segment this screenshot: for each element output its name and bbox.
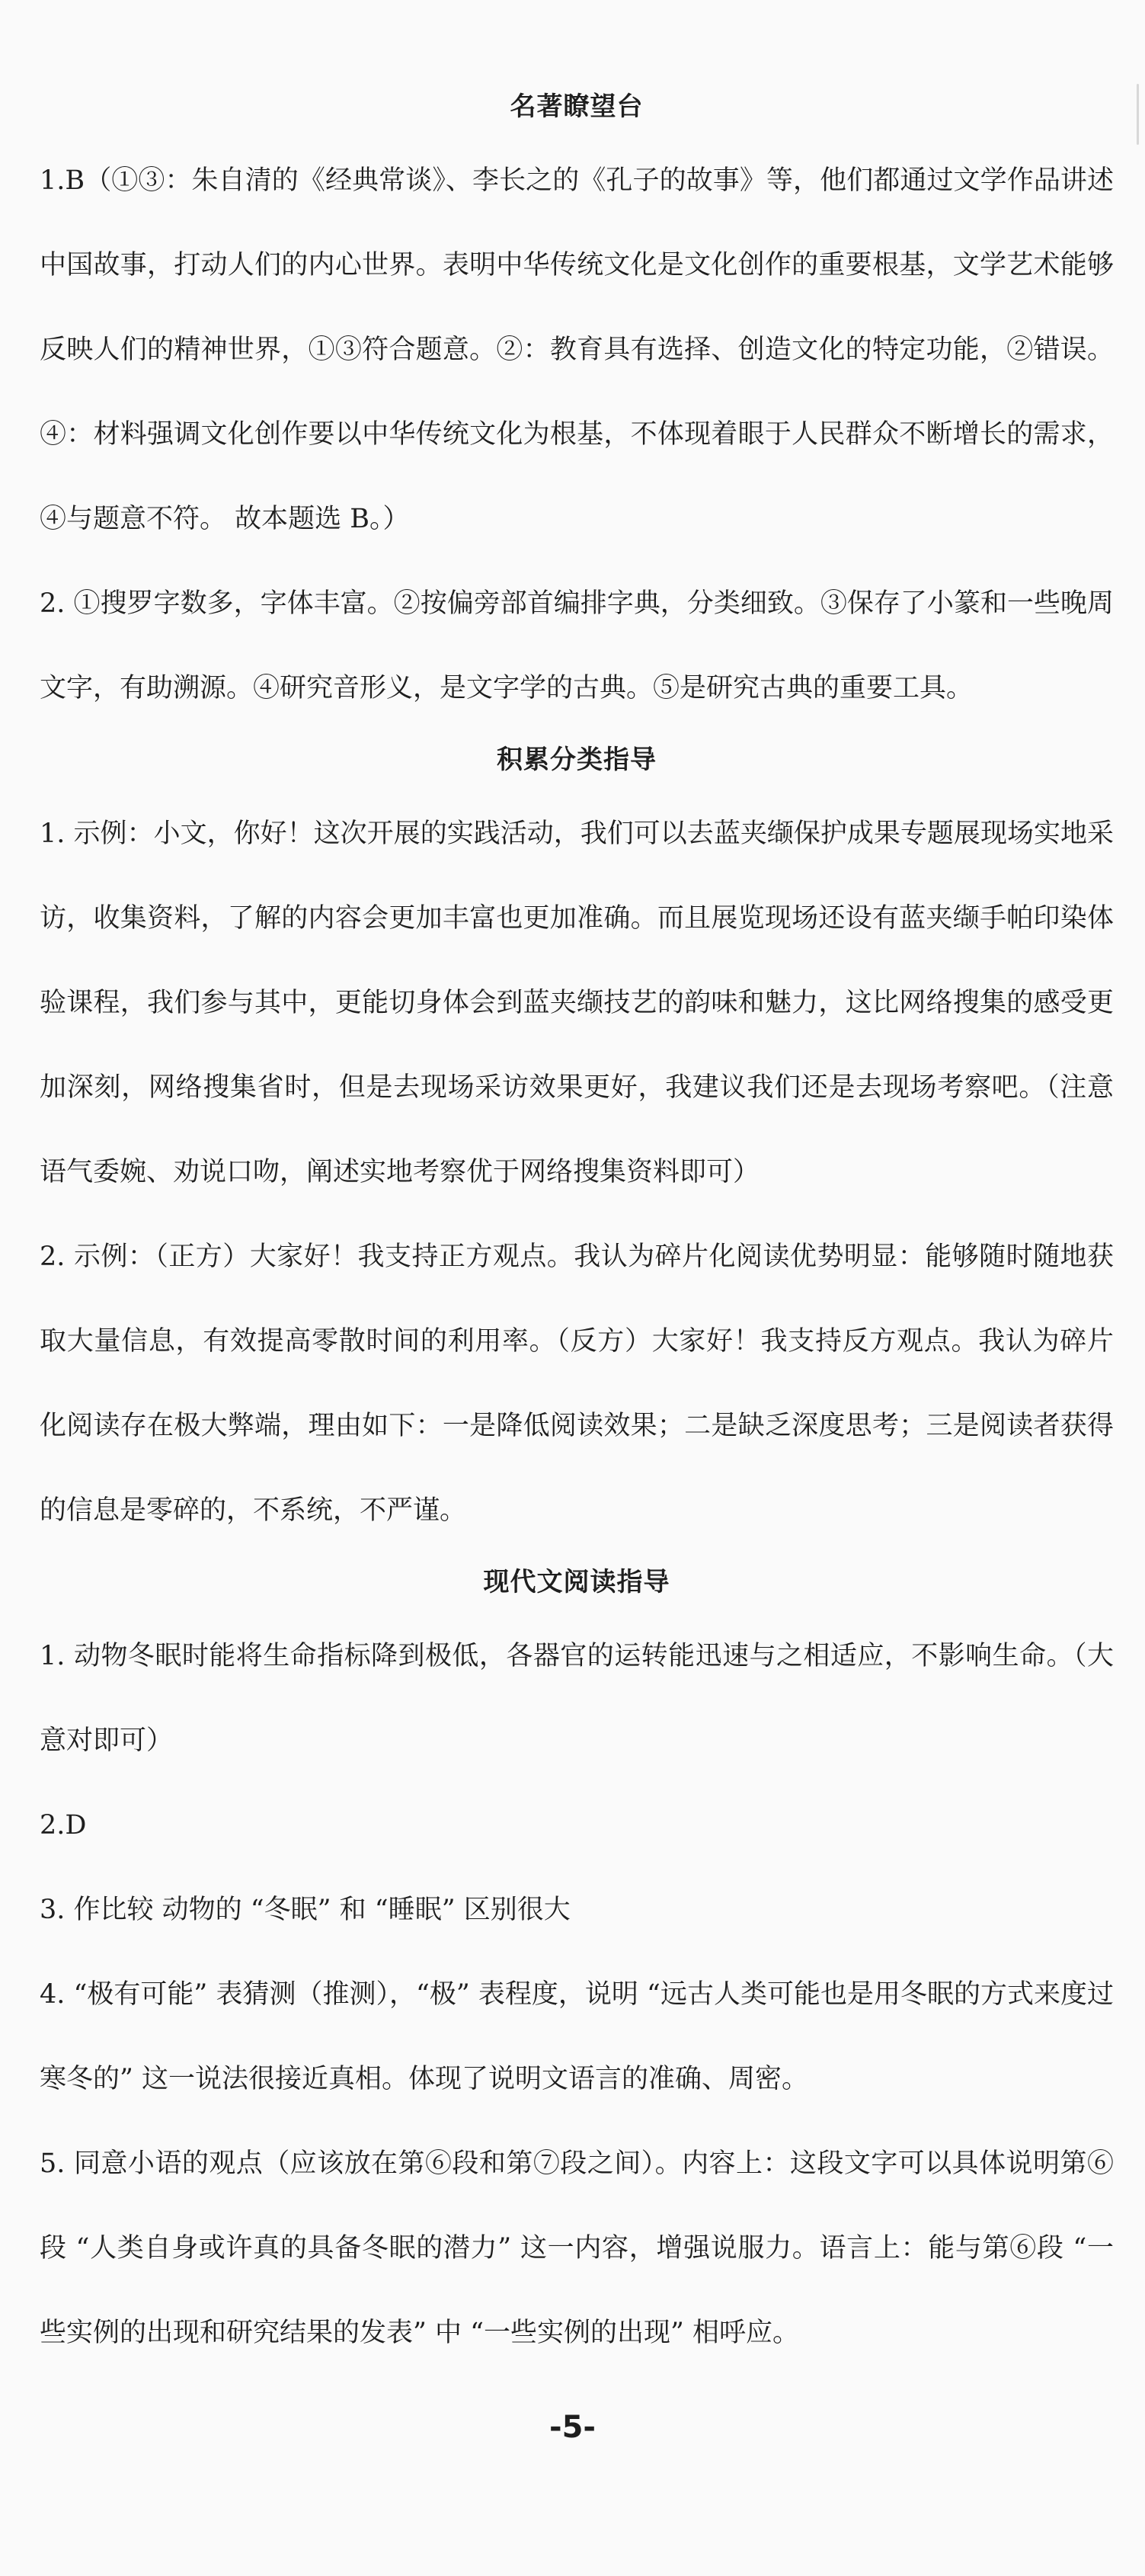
paragraph: 2. 示例：（正方）大家好！我支持正方观点。我认为碎片化阅读优势明显：能够随时随地获取大量信息，有效提高零散时间的利用率。（反方）大家好！我支持反方观点。我认为碎片化阅读存在极大弊端，理由如下：一是降低阅读效果；二是缺乏深度思考；三是阅读者获得的信息是零碎的，不系统，不严谨。	[40, 1242, 1114, 1526]
section-classics	[40, 84, 1114, 731]
page-edge-mark	[1137, 84, 1139, 145]
section-title-classics: 名著瞭望台	[510, 91, 644, 122]
paragraph: 2.D	[40, 1810, 87, 1841]
section-modern-reading	[40, 1559, 1114, 2376]
document-body	[40, 84, 1114, 2376]
paragraph: 5. 同意小语的观点（应该放在第⑥段和第⑦段之间）。内容上：这段文字可以具体说明第⑥段 “人类自身或许真的具备冬眠的潜力” 这一内容，增强说服力。语言上：能与第⑥段 “一些实例的出现和研究结果的发表” 中 “一些实例的出现” 相呼应。	[40, 2148, 1114, 2348]
paragraph: 3. 作比较 动物的 “冬眠” 和 “睡眠” 区别很大	[40, 1895, 571, 1925]
section-title-accumulation: 积累分类指导	[497, 745, 657, 775]
paragraph: 1.B（①③：朱自清的《经典常谈》、李长之的《孔子的故事》等，他们都通过文学作品讲述中国故事，打动人们的内心世界。表明中华传统文化是文化创作的重要根基，文学艺术能够反映人们的精神世界，①③符合题意。②：教育具有选择、创造文化的特定功能，②错误。④：材料强调文化创作要以中华传统文化为根基，不体现着眼于人民群众不断增长的需求，④与题意不符。 故本题选 B。）	[40, 165, 1114, 534]
section-accumulation	[40, 737, 1114, 1553]
paragraph: 1. 示例：小文，你好！这次开展的实践活动，我们可以去蓝夹缬保护成果专题展现场实地采访，收集资料，了解的内容会更加丰富也更加准确。而且展览现场还设有蓝夹缬手帕印染体验课程，我们参与其中，更能切身体会到蓝夹缬技艺的韵味和魅力，这比网络搜集的感受更加深刻，网络搜集省时，但是去现场采访效果更好，我建议我们还是去现场考察吧。（注意语气委婉、劝说口吻，阐述实地考察优于网络搜集资料即可）	[40, 819, 1114, 1187]
paragraph: 4. “极有可能” 表猜测（推测），“极” 表程度，说明 “远古人类可能也是用冬眠的方式来度过寒冬的” 这一说法很接近真相。体现了说明文语言的准确、周密。	[40, 1979, 1114, 2094]
section-title-modern-reading: 现代文阅读指导	[483, 1567, 670, 1597]
paragraph: 1. 动物冬眠时能将生命指标降到极低，各器官的运转能迅速与之相适应，不影响生命。（大意对即可）	[40, 1641, 1114, 1756]
page-number: -5-	[549, 2410, 596, 2445]
paragraph: 2. ①搜罗字数多，字体丰富。②按偏旁部首编排字典，分类细致。③保存了小篆和一些晚周文字，有助溯源。④研究音形义，是文字学的古典。⑤是研究古典的重要工具。	[40, 588, 1114, 703]
